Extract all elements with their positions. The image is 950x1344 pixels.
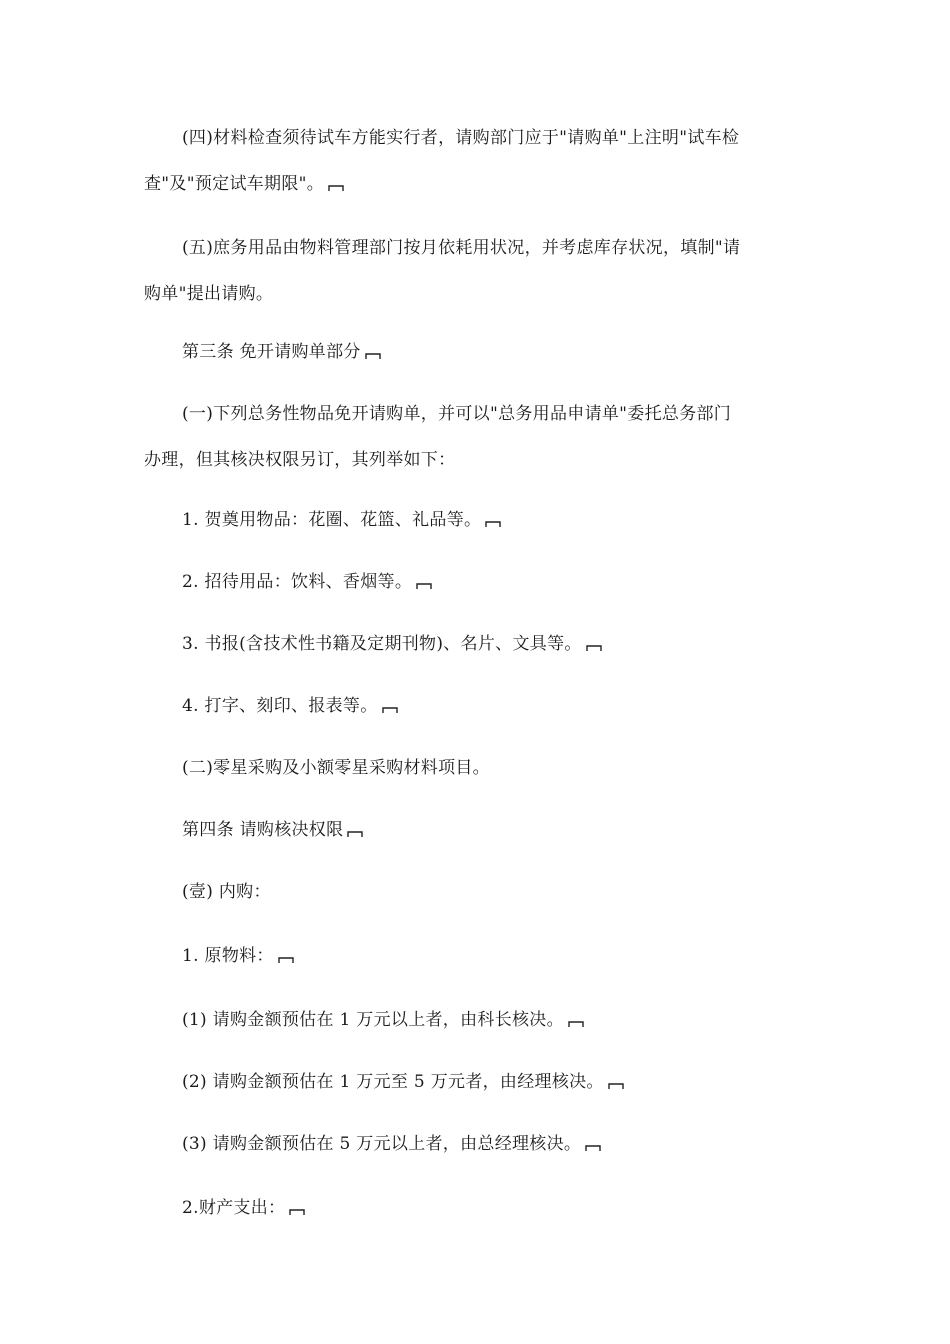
text-line [182, 510, 501, 530]
text-line-content: 2.财产支出： [182, 1198, 286, 1218]
paragraph-mark-icon [347, 830, 363, 838]
text-line [182, 820, 363, 840]
text-line: (四)材料检查须待试车方能实行者，请购部门应于"请购单"上注明"试车检 [182, 128, 740, 148]
paragraph-mark-icon [586, 644, 602, 652]
text-line [182, 946, 294, 966]
text-line-content: 1. 原物料： [182, 946, 274, 966]
text-line-content: (2) 请购金额预估在 1 万元至 5 万元者，由经理核决。 [182, 1072, 604, 1092]
paragraph-mark-icon [585, 1144, 601, 1152]
list-item-property-expense [182, 1198, 305, 1218]
text-line-content: (3) 请购金额预估在 5 万元以上者，由总经理核决。 [182, 1134, 582, 1154]
text-line [182, 1134, 601, 1154]
text-line-content: 查"及"预定试车期限"。 [144, 174, 325, 194]
text-line [182, 1198, 305, 1218]
text-line: (二)零星采购及小额零星采购材料项目。 [182, 758, 490, 778]
text-line-content: 4. 打字、刻印、报表等。 [182, 696, 378, 716]
list-item-2 [182, 572, 432, 592]
text-line [182, 342, 381, 362]
text-line [182, 1010, 584, 1030]
text-line: (一)下列总务性物品免开请购单，并可以"总务用品申请单"委托总务部门 [182, 404, 732, 424]
text-line [144, 174, 739, 194]
article-four-heading [182, 820, 363, 840]
approval-rule-2 [182, 1072, 624, 1092]
paragraph-mark-icon [289, 1208, 305, 1216]
list-item-raw-materials [182, 946, 294, 966]
section-domestic-purchase [182, 882, 271, 902]
text-line: 办理，但其核决权限另订，其列举如下： [144, 450, 456, 470]
paragraph-mark-icon [278, 956, 294, 964]
text-line: (壹) 内购： [182, 882, 271, 902]
text-line: 购单"提出请购。 [144, 284, 274, 304]
list-item-1 [182, 510, 501, 530]
paragraph-item-2 [182, 758, 490, 778]
text-line: (五)庶务用品由物料管理部门按月依耗用状况，并考虑库存状况，填制"请 [182, 238, 741, 258]
paragraph-mark-icon [568, 1020, 584, 1028]
paragraph-item-4 [144, 128, 740, 194]
approval-rule-1 [182, 1010, 584, 1030]
paragraph-mark-icon [328, 184, 344, 192]
paragraph-item-5 [144, 238, 741, 304]
text-line-content: 1. 贺奠用物品：花圈、花篮、礼品等。 [182, 510, 482, 530]
paragraph-mark-icon [485, 520, 501, 528]
list-item-3 [182, 634, 602, 654]
text-line-content: 2. 招待用品：饮料、香烟等。 [182, 572, 413, 592]
text-line-content: (1) 请购金额预估在 1 万元以上者，由科长核决。 [182, 1010, 564, 1030]
paragraph-mark-icon [365, 352, 381, 360]
paragraph-item-1 [144, 404, 732, 470]
text-line [182, 696, 398, 716]
text-line [182, 634, 602, 654]
article-three-heading [182, 342, 381, 362]
approval-rule-3 [182, 1134, 601, 1154]
text-line-content: 第三条 免开请购单部分 [182, 342, 361, 362]
text-line-content: 第四条 请购核决权限 [182, 820, 344, 840]
list-item-4 [182, 696, 398, 716]
paragraph-mark-icon [382, 706, 398, 714]
paragraph-mark-icon [608, 1082, 624, 1090]
text-line [182, 1072, 624, 1092]
paragraph-mark-icon [416, 582, 432, 590]
text-line [182, 572, 432, 592]
text-line-content: 3. 书报(含技术性书籍及定期刊物)、名片、文具等。 [182, 634, 582, 654]
